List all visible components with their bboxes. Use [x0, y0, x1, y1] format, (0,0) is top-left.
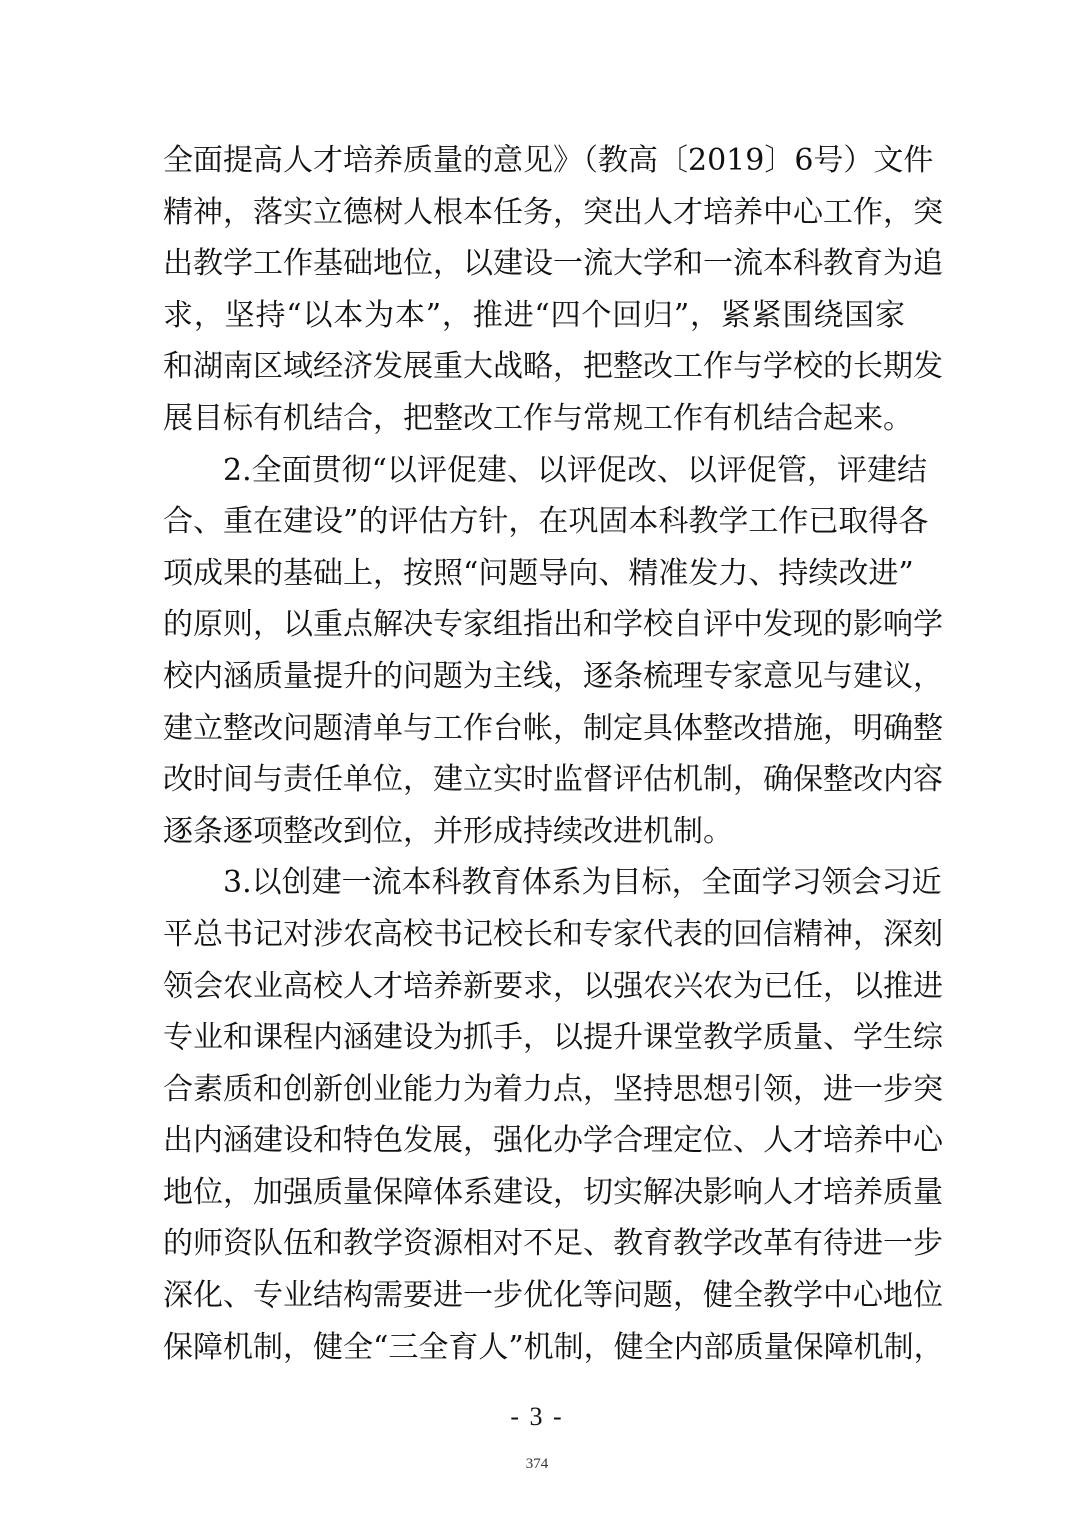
text-line: 改时间与责任单位，建立实时监督评估机制，确保整改内容	[163, 762, 943, 798]
body-text	[163, 135, 944, 1373]
text-line: 建立整改问题清单与工作台帐，制定具体整改措施，明确整	[163, 710, 943, 746]
text-line: 的原则，以重点解决专家组指出和学校自评中发现的影响学	[163, 607, 943, 643]
text-line: 深化、专业结构需要进一步优化等问题，健全教学中心地位	[163, 1278, 943, 1314]
text-line: 项成果的基础上，按照“问题导向、精准发力、持续改进”	[163, 555, 914, 591]
text-line: 地位，加强质量保障体系建设，切实解决影响人才培养质量	[163, 1174, 943, 1210]
text-line: 专业和课程内涵建设为抓手，以提升课堂教学质量、学生综	[163, 1020, 943, 1056]
scan-page-number: 374	[525, 1456, 549, 1472]
text-line: 出内涵建设和特色发展，强化办学合理定位、人才培养中心	[163, 1123, 943, 1159]
page-number: - 3 -	[510, 1402, 564, 1431]
text-line: 求，坚持“以本为本”，推进“四个回归”，紧紧围绕国家	[163, 297, 905, 333]
text-line: 合、重在建设”的评估方针，在巩固本科教学工作已取得各	[163, 504, 929, 540]
text-line: 校内涵质量提升的问题为主线，逐条梳理专家意见与建议，	[163, 658, 943, 694]
text-line: 2.全面贯彻“以评促建、以评促改、以评促管，评建结	[163, 452, 927, 488]
text-line: 平总书记对涉农高校书记校长和专家代表的回信精神，深刻	[163, 916, 943, 952]
text-line: 展目标有机结合，把整改工作与常规工作有机结合起来。	[163, 400, 913, 436]
text-line: 和湖南区域经济发展重大战略，把整改工作与学校的长期发	[163, 349, 943, 385]
text-line: 的师资队伍和教学资源相对不足、教育教学改革有待进一步	[163, 1226, 943, 1262]
text-line: 3.以创建一流本科教育体系为目标，全面学习领会习近	[163, 865, 942, 901]
text-line: 领会农业高校人才培养新要求，以强农兴农为已任，以推进	[163, 968, 943, 1004]
text-line: 逐条逐项整改到位，并形成持续改进机制。	[163, 813, 733, 849]
text-line: 合素质和创新创业能力为着力点，坚持思想引领，进一步突	[163, 1071, 943, 1107]
text-line: 精神，落实立德树人根本任务，突出人才培养中心工作，突	[163, 194, 943, 230]
text-line: 保障机制，健全“三全育人”机制，健全内部质量保障机制，	[163, 1329, 944, 1365]
text-line: 全面提高人才培养质量的意见》（教高〔2019〕6号）文件	[163, 143, 934, 178]
text-line: 出教学工作基础地位，以建设一流大学和一流本科教育为追	[163, 246, 943, 282]
